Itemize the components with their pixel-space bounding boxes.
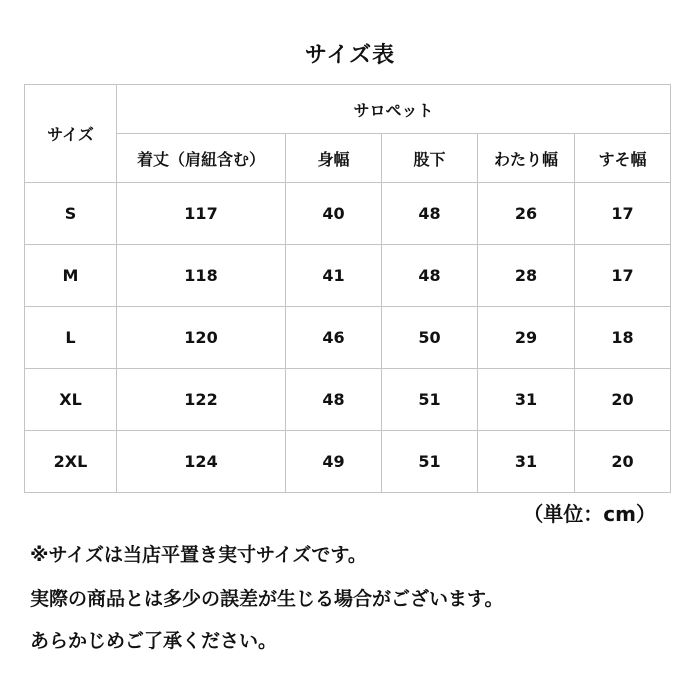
group-header: サロペット — [117, 85, 671, 134]
table-cell: 117 — [117, 183, 286, 245]
column-header: 身幅 — [286, 134, 382, 183]
table-cell: 49 — [286, 431, 382, 493]
table-cell: 46 — [286, 307, 382, 369]
table-header-row — [25, 85, 671, 134]
size-label: L — [25, 307, 117, 369]
table-row — [25, 183, 671, 245]
table-cell: 20 — [575, 431, 671, 493]
table-cell: 17 — [575, 245, 671, 307]
note-line: ※サイズは当店平置き実寸サイズです。 — [30, 544, 367, 566]
table-cell: 120 — [117, 307, 286, 369]
column-header: すそ幅 — [575, 134, 671, 183]
table-row — [25, 369, 671, 431]
table-cell: 31 — [478, 369, 575, 431]
table-cell: 118 — [117, 245, 286, 307]
table-cell: 48 — [382, 183, 478, 245]
size-label: M — [25, 245, 117, 307]
table-cell: 124 — [117, 431, 286, 493]
table-cell: 48 — [382, 245, 478, 307]
table-row — [25, 307, 671, 369]
column-header: 着丈（肩紐含む） — [117, 134, 286, 183]
table-cell: 20 — [575, 369, 671, 431]
column-header-row — [25, 134, 671, 183]
table-cell: 28 — [478, 245, 575, 307]
size-table — [24, 84, 671, 493]
note-line: 実際の商品とは多少の誤差が生じる場合がございます。 — [30, 588, 504, 610]
unit-note: （単位：cm） — [523, 502, 656, 526]
note-line: あらかじめご了承ください。 — [30, 630, 278, 652]
table-cell: 41 — [286, 245, 382, 307]
size-label: 2XL — [25, 431, 117, 493]
table-cell: 17 — [575, 183, 671, 245]
table-cell: 51 — [382, 369, 478, 431]
table-cell: 40 — [286, 183, 382, 245]
column-header: 股下 — [382, 134, 478, 183]
table-row — [25, 245, 671, 307]
table-cell: 31 — [478, 431, 575, 493]
size-label: XL — [25, 369, 117, 431]
table-cell: 50 — [382, 307, 478, 369]
size-column-header: サイズ — [25, 85, 117, 183]
table-cell: 18 — [575, 307, 671, 369]
table-cell: 51 — [382, 431, 478, 493]
table-cell: 122 — [117, 369, 286, 431]
size-label: S — [25, 183, 117, 245]
page-title: サイズ表 — [304, 43, 396, 68]
table-cell: 48 — [286, 369, 382, 431]
table-row — [25, 431, 671, 493]
table-cell: 26 — [478, 183, 575, 245]
column-header: わたり幅 — [478, 134, 575, 183]
table-cell: 29 — [478, 307, 575, 369]
